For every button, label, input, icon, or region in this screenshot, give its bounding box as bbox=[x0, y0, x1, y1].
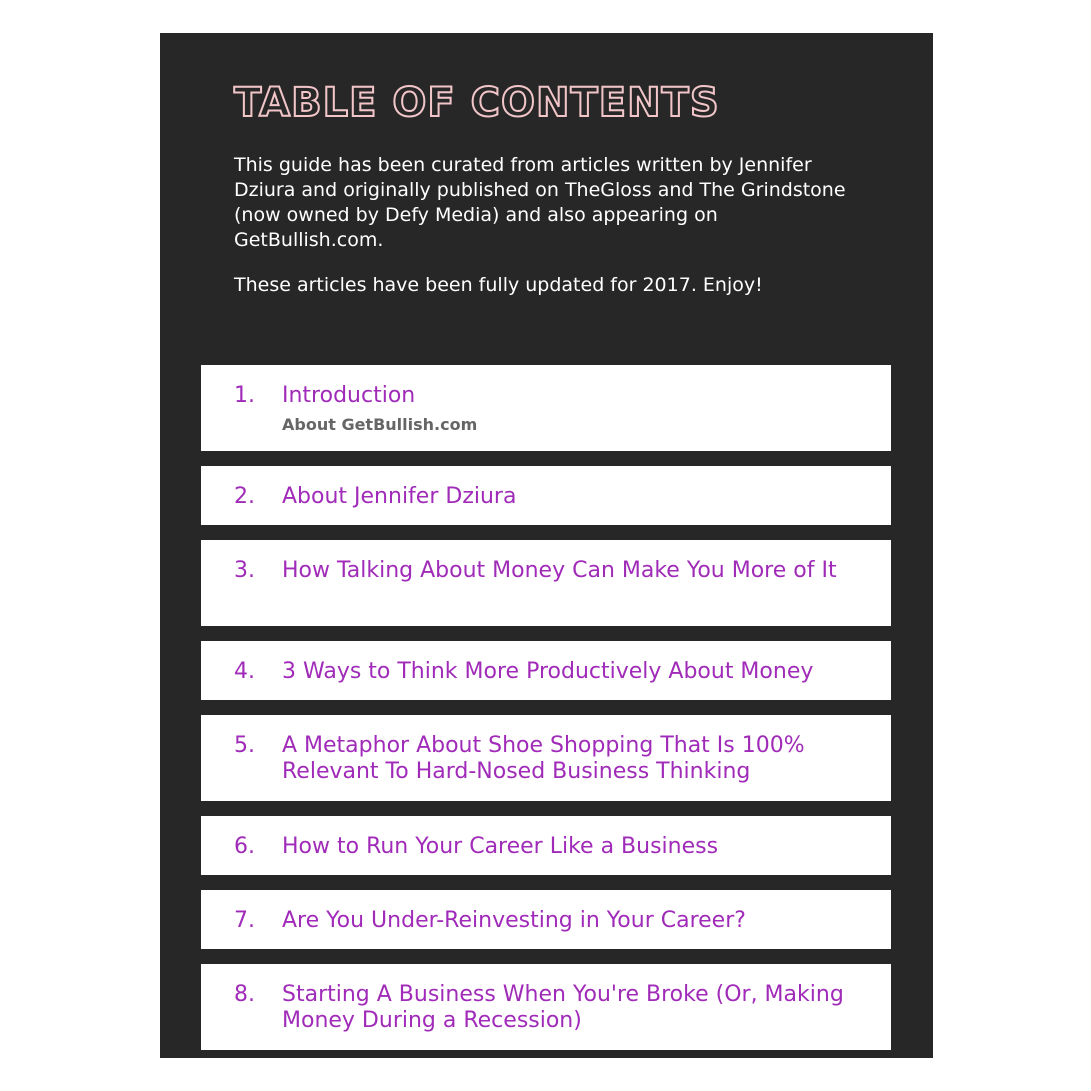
toc-item-about-author[interactable] bbox=[201, 466, 891, 525]
toc-number: 2. bbox=[234, 484, 255, 509]
toc-number: 1. bbox=[234, 383, 255, 408]
toc-subtitle: About GetBullish.com bbox=[282, 415, 478, 434]
toc-link[interactable]: Starting A Business When You're Broke (Or, Making Money During a Recession) bbox=[282, 982, 844, 1033]
toc-number: 6. bbox=[234, 834, 255, 859]
intro-paragraph: These articles have been fully updated for 2017. Enjoy! bbox=[234, 274, 763, 296]
toc-number: 4. bbox=[234, 659, 255, 684]
toc-number: 3. bbox=[234, 558, 255, 583]
toc-link[interactable]: Are You Under-Reinvesting in Your Career? bbox=[282, 908, 746, 933]
toc-item-career-business[interactable] bbox=[201, 816, 891, 875]
toc-number: 8. bbox=[234, 982, 255, 1007]
page-title: TABLE OF CONTENTS bbox=[234, 80, 720, 126]
toc-link[interactable]: A Metaphor About Shoe Shopping That Is 100% Relevant To Hard-Nosed Business Thinking bbox=[282, 733, 805, 784]
toc-link[interactable]: About Jennifer Dziura bbox=[282, 484, 517, 509]
toc-link[interactable]: 3 Ways to Think More Productively About Money bbox=[282, 659, 814, 684]
toc-item-shoe-metaphor[interactable] bbox=[201, 715, 891, 801]
toc-item-starting-business[interactable] bbox=[201, 964, 891, 1050]
toc-item-think-productively[interactable] bbox=[201, 641, 891, 700]
intro-paragraph: This guide has been curated from articles written by Jennifer Dziura and originally published on TheGloss and The Grindstone (now owned by Defy Media) and also appearing on GetBullish.com. bbox=[234, 154, 846, 251]
intro-text bbox=[234, 153, 864, 318]
document-page bbox=[160, 33, 933, 1058]
table-of-contents bbox=[201, 365, 891, 1050]
toc-number: 7. bbox=[234, 908, 255, 933]
toc-item-talking-money[interactable] bbox=[201, 540, 891, 626]
toc-link[interactable]: Introduction bbox=[282, 383, 416, 408]
toc-number: 5. bbox=[234, 733, 255, 758]
toc-item-introduction[interactable] bbox=[201, 365, 891, 451]
toc-link[interactable]: How to Run Your Career Like a Business bbox=[282, 834, 719, 859]
toc-item-reinvesting[interactable] bbox=[201, 890, 891, 949]
toc-link[interactable]: How Talking About Money Can Make You More of It bbox=[282, 558, 837, 583]
